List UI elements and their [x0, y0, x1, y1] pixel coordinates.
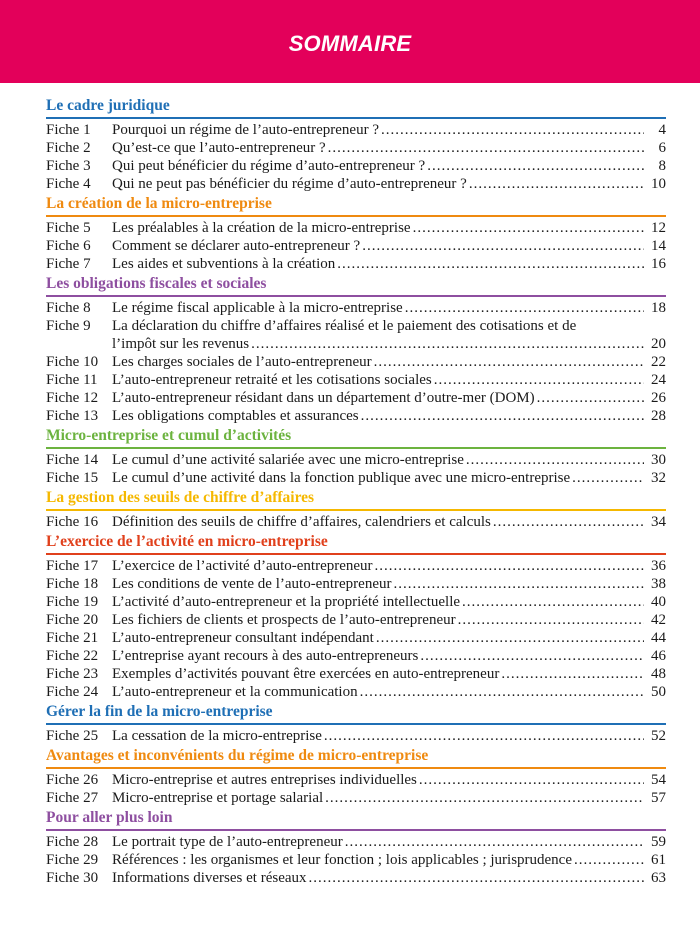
fiche-number: Fiche 10 — [46, 354, 99, 370]
fiche-number: Fiche 21 — [46, 630, 99, 646]
toc-section — [46, 746, 666, 808]
entry-title: Qui peut bénéficier du régime d’auto-entrepreneur ? — [112, 158, 426, 174]
page-number: 63 — [651, 870, 666, 886]
leader-dots — [462, 593, 644, 611]
toc-entry[interactable] — [46, 237, 666, 255]
entry-title: L’entreprise ayant recours à des auto-entrepreneurs — [112, 648, 419, 664]
entry-title: L’auto-entrepreneur et la communication — [112, 684, 358, 700]
entry-title: Les fichiers de clients et prospects de l’auto-entrepreneur — [112, 612, 456, 628]
section-title: Les obligations fiscales et sociales — [46, 274, 666, 297]
page-title: SOMMAIRE — [288, 30, 412, 56]
leader-dots — [376, 629, 644, 647]
leader-dots — [469, 175, 644, 193]
leader-dots — [466, 451, 644, 469]
leader-dots — [360, 683, 644, 701]
fiche-number: Fiche 14 — [46, 452, 99, 468]
toc-section — [46, 274, 666, 426]
toc-entry[interactable] — [46, 611, 666, 629]
fiche-number: Fiche 9 — [46, 318, 91, 334]
page-number: 30 — [651, 452, 666, 468]
toc-entry[interactable] — [46, 727, 666, 745]
leader-dots — [427, 157, 644, 175]
fiche-number: Fiche 12 — [46, 390, 99, 406]
leader-dots — [362, 237, 644, 255]
leader-dots — [325, 789, 644, 807]
leader-dots — [309, 869, 644, 887]
toc-section — [46, 96, 666, 194]
toc-entry[interactable] — [46, 629, 666, 647]
fiche-number: Fiche 5 — [46, 220, 91, 236]
fiche-number: Fiche 30 — [46, 870, 99, 886]
page-number: 20 — [651, 336, 666, 352]
toc-entry[interactable] — [46, 513, 666, 531]
fiche-number: Fiche 13 — [46, 408, 99, 424]
toc-section — [46, 532, 666, 702]
leader-dots — [251, 335, 644, 353]
entry-title: Les charges sociales de l’auto-entrepreneur — [112, 354, 372, 370]
toc-entry[interactable] — [46, 317, 666, 353]
fiche-number: Fiche 20 — [46, 612, 99, 628]
toc-section — [46, 808, 666, 888]
fiche-number: Fiche 7 — [46, 256, 91, 272]
leader-dots — [375, 557, 644, 575]
fiche-number: Fiche 16 — [46, 514, 99, 530]
leader-dots — [393, 575, 644, 593]
section-title: La création de la micro-entreprise — [46, 194, 666, 217]
entry-title: Pourquoi un régime de l’auto-entrepreneur ? — [112, 122, 379, 138]
fiche-number: Fiche 2 — [46, 140, 91, 156]
page-number: 12 — [651, 220, 666, 236]
entry-title: L’auto-entrepreneur résidant dans un département d’outre-mer (DOM) — [112, 390, 535, 406]
toc-entry[interactable] — [46, 469, 666, 487]
leader-dots — [458, 611, 644, 629]
entry-title: L’activité d’auto-entrepreneur et la propriété intellectuelle — [112, 594, 461, 610]
leader-dots — [413, 219, 644, 237]
page-number: 42 — [651, 612, 666, 628]
entry-title: Le portrait type de l’auto-entrepreneur — [112, 834, 343, 850]
page-number: 59 — [651, 834, 666, 850]
toc-entry[interactable] — [46, 557, 666, 575]
leader-dots — [361, 407, 644, 425]
fiche-number: Fiche 4 — [46, 176, 91, 192]
leader-dots — [381, 121, 644, 139]
leader-dots — [493, 513, 644, 531]
toc-entry[interactable] — [46, 833, 666, 851]
fiche-number: Fiche 6 — [46, 238, 91, 254]
page-number: 16 — [651, 256, 666, 272]
entry-title: Comment se déclarer auto-entrepreneur ? — [112, 238, 361, 254]
page-number: 18 — [651, 300, 666, 316]
entry-title: Le cumul d’une activité salariée avec une micro-entreprise — [112, 452, 464, 468]
section-title: Le cadre juridique — [46, 96, 666, 119]
toc-entry[interactable] — [46, 299, 666, 317]
toc-entry[interactable] — [46, 139, 666, 157]
entry-title: Le cumul d’une activité dans la fonction publique avec une micro-entreprise — [112, 470, 571, 486]
section-title: Gérer la fin de la micro-entreprise — [46, 702, 666, 725]
toc-entry[interactable] — [46, 869, 666, 887]
entry-title: La cessation de la micro-entreprise — [112, 728, 322, 744]
leader-dots — [420, 647, 644, 665]
leader-dots — [537, 389, 644, 407]
toc-section — [46, 194, 666, 274]
toc-entry[interactable] — [46, 175, 666, 193]
page-number: 38 — [651, 576, 666, 592]
toc-entry[interactable] — [46, 851, 666, 869]
toc-entry[interactable] — [46, 647, 666, 665]
section-title: Avantages et inconvénients du régime de micro-entreprise — [46, 746, 666, 769]
page-number: 28 — [651, 408, 666, 424]
page-number: 6 — [658, 140, 666, 156]
table-of-contents — [46, 96, 666, 888]
page-number: 32 — [651, 470, 666, 486]
toc-section — [46, 426, 666, 488]
toc-entry[interactable] — [46, 451, 666, 469]
entry-title: L’exercice de l’activité d’auto-entrepreneur — [112, 558, 373, 574]
leader-dots — [419, 771, 644, 789]
entry-title: Exemples d’activités pouvant être exercées en auto-entrepreneur — [112, 666, 500, 682]
entry-title: Les conditions de vente de l’auto-entrepreneur — [112, 576, 392, 592]
header-banner — [0, 0, 700, 83]
leader-dots — [328, 139, 644, 157]
toc-entry[interactable] — [46, 789, 666, 807]
entry-title: La déclaration du chiffre d’affaires réalisé et le paiement des cotisations et de — [112, 318, 577, 334]
entry-title: Le régime fiscal applicable à la micro-entreprise — [112, 300, 403, 316]
entry-title: Micro-entreprise et portage salarial — [112, 790, 324, 806]
fiche-number: Fiche 23 — [46, 666, 99, 682]
entry-title: Informations diverses et réseaux — [112, 870, 307, 886]
fiche-number: Fiche 24 — [46, 684, 99, 700]
leader-dots — [501, 665, 644, 683]
entry-title: Références : les organismes et leur fonction ; lois applicables ; jurisprudence — [112, 852, 572, 868]
fiche-number: Fiche 15 — [46, 470, 99, 486]
entry-title: Définition des seuils de chiffre d’affaires, calendriers et calculs — [112, 514, 491, 530]
toc-entry[interactable] — [46, 575, 666, 593]
toc-entry[interactable] — [46, 683, 666, 701]
fiche-number: Fiche 17 — [46, 558, 99, 574]
toc-entry[interactable] — [46, 353, 666, 371]
section-title: La gestion des seuils de chiffre d’affaires — [46, 488, 666, 511]
toc-entry[interactable] — [46, 407, 666, 425]
entry-title: Les aides et subventions à la création — [112, 256, 336, 272]
fiche-number: Fiche 28 — [46, 834, 99, 850]
fiche-number: Fiche 22 — [46, 648, 99, 664]
entry-title: Micro-entreprise et autres entreprises individuelles — [112, 772, 417, 788]
fiche-number: Fiche 8 — [46, 300, 91, 316]
entry-title: Qu’est-ce que l’auto-entrepreneur ? — [112, 140, 326, 156]
toc-entry[interactable] — [46, 371, 666, 389]
entry-title: Les préalables à la création de la micro-entreprise — [112, 220, 411, 236]
fiche-number: Fiche 11 — [46, 372, 98, 388]
leader-dots — [337, 255, 644, 273]
entry-title-continued: l’impôt sur les revenus — [112, 336, 250, 352]
page-number: 40 — [651, 594, 666, 610]
leader-dots — [574, 851, 644, 869]
page-number: 46 — [651, 648, 666, 664]
entry-title: L’auto-entrepreneur retraité et les cotisations sociales — [112, 372, 432, 388]
entry-title: L’auto-entrepreneur consultant indépendant — [112, 630, 374, 646]
section-title: L’exercice de l’activité en micro-entreprise — [46, 532, 666, 555]
entry-title: Qui ne peut pas bénéficier du régime d’auto-entrepreneur ? — [112, 176, 467, 192]
fiche-number: Fiche 25 — [46, 728, 99, 744]
page-number: 50 — [651, 684, 666, 700]
leader-dots — [434, 371, 644, 389]
toc-entry[interactable] — [46, 157, 666, 175]
page-number: 4 — [658, 122, 666, 138]
section-title: Micro-entreprise et cumul d’activités — [46, 426, 666, 449]
page-number: 44 — [651, 630, 666, 646]
fiche-number: Fiche 26 — [46, 772, 99, 788]
toc-entry[interactable] — [46, 389, 666, 407]
toc-entry[interactable] — [46, 219, 666, 237]
leader-dots — [572, 469, 644, 487]
page-number: 36 — [651, 558, 666, 574]
leader-dots — [374, 353, 644, 371]
section-title: Pour aller plus loin — [46, 808, 666, 831]
page-number: 10 — [651, 176, 666, 192]
fiche-number: Fiche 19 — [46, 594, 99, 610]
fiche-number: Fiche 27 — [46, 790, 99, 806]
page-number: 24 — [651, 372, 666, 388]
page-number: 26 — [651, 390, 666, 406]
toc-entry[interactable] — [46, 771, 666, 789]
toc-section — [46, 702, 666, 746]
toc-entry[interactable] — [46, 593, 666, 611]
page-number: 22 — [651, 354, 666, 370]
fiche-number: Fiche 18 — [46, 576, 99, 592]
leader-dots — [345, 833, 644, 851]
page-number: 14 — [651, 238, 666, 254]
leader-dots — [324, 727, 644, 745]
entry-title: Les obligations comptables et assurances — [112, 408, 359, 424]
toc-section — [46, 488, 666, 532]
toc-entry[interactable] — [46, 255, 666, 273]
fiche-number: Fiche 3 — [46, 158, 91, 174]
fiche-number: Fiche 1 — [46, 122, 91, 138]
page-number: 8 — [658, 158, 666, 174]
page-number: 57 — [651, 790, 666, 806]
leader-dots — [405, 299, 644, 317]
fiche-number: Fiche 29 — [46, 852, 99, 868]
toc-entry[interactable] — [46, 121, 666, 139]
page-number: 52 — [651, 728, 666, 744]
page-number: 48 — [651, 666, 666, 682]
page-number: 34 — [651, 514, 666, 530]
page-number: 54 — [651, 772, 666, 788]
page-number: 61 — [651, 852, 666, 868]
toc-entry[interactable] — [46, 665, 666, 683]
